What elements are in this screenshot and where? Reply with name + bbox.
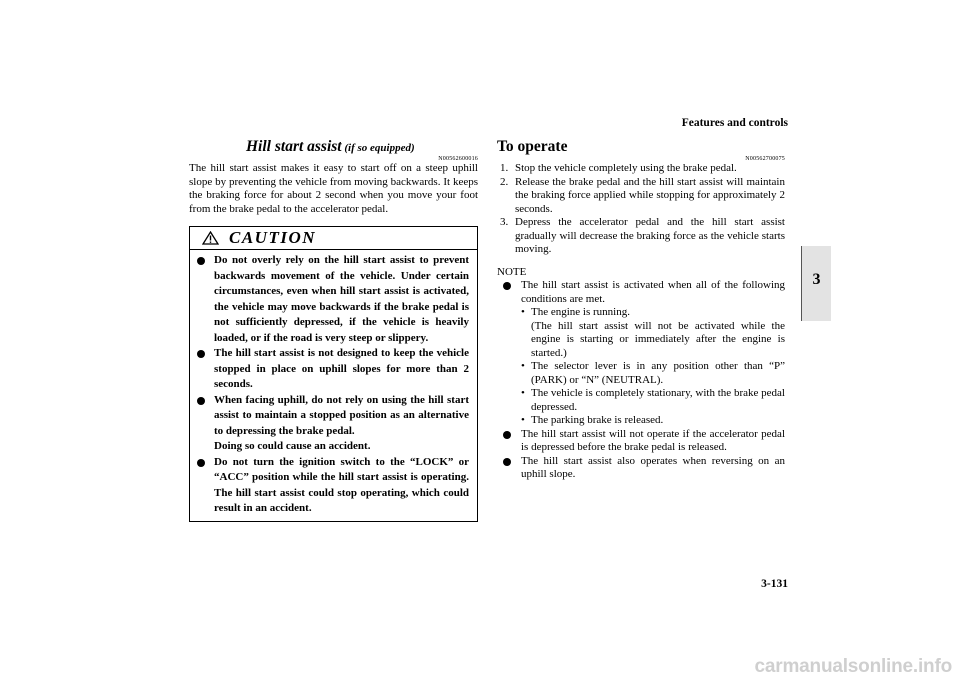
left-column	[189, 138, 478, 522]
subsection-code: N00562700075	[745, 156, 785, 162]
caution-item-text: Do not turn the ignition switch to the “LOCK” or “ACC” position while the hill start assist is operating. The hill start assist could stop operating, which could result in an accident.	[214, 455, 469, 514]
caution-item	[190, 253, 477, 346]
note-sub-item	[521, 360, 785, 387]
page-number: 3-131	[761, 578, 788, 590]
note-sub-item	[521, 414, 785, 428]
step-number: 3.	[500, 216, 509, 228]
step-item	[497, 162, 785, 176]
caution-item	[190, 393, 477, 455]
title-suffix: (if so equipped)	[341, 142, 415, 154]
note-item-text: The hill start assist also operates when reversing on an uphill slope.	[521, 454, 785, 480]
section-code: N00562600016	[438, 156, 478, 162]
caution-item-text: When facing uphill, do not rely on using the hill start assist to maintain a stopped position as an alternative to depressing the brake pedal.	[214, 393, 469, 437]
right-title-row	[497, 138, 785, 158]
step-text: Stop the vehicle completely using the brake pedal.	[515, 162, 737, 174]
sub-bullet: •	[521, 414, 525, 426]
step-item	[497, 216, 785, 257]
intro-paragraph: The hill start assist makes it easy to start off on a steep uphill slope by preventing the vehicle from moving backwards. It keeps the braking force for about 2 second when you move your foot from the brake pedal to the accelerator pedal.	[189, 162, 478, 215]
chapter-tab-number: 3	[812, 271, 821, 288]
chapter-tab	[801, 246, 831, 321]
title-main: Hill start assist	[246, 138, 342, 155]
sub-item-text: The selector lever is in any position other than “P” (PARK) or “N” (NEUTRAL).	[531, 360, 785, 386]
bullet-icon	[503, 282, 511, 290]
note-sub-item	[521, 387, 785, 414]
bullet-icon	[197, 397, 205, 405]
step-text: Depress the accelerator pedal and the hill start assist gradually will decrease the braking force as the vehicle starts moving.	[515, 216, 785, 255]
caution-item-text: Do not overly rely on the hill start assist to prevent backwards movement of the vehicle. Under certain circumstances, even when hill start assist is activated, the vehicle may move backwards if the brake pedal is not sufficiently depressed, if the vehicle is heavily loaded, or if the road is very steep or slippery.	[214, 254, 469, 344]
sub-bullet: •	[521, 387, 525, 399]
sub-bullet: •	[521, 360, 525, 372]
sub-item-text: The parking brake is released.	[531, 414, 664, 426]
section-header: Features and controls	[681, 117, 788, 129]
caution-item-text: The hill start assist is not designed to keep the vehicle stopped in place on uphill slopes for more than 2 seconds.	[214, 347, 469, 390]
note-sub-item	[521, 306, 785, 360]
subsection-title: To operate	[497, 138, 568, 155]
caution-box	[189, 226, 478, 522]
caution-title: CAUTION	[229, 228, 317, 247]
sub-item-text: The vehicle is completely stationary, with the brake pedal depressed.	[531, 387, 785, 413]
bullet-icon	[197, 350, 205, 358]
sub-item-extra: (The hill start assist will not be activated while the engine is starting or immediately after the engine is started.)	[531, 319, 785, 359]
note-item	[497, 455, 785, 482]
right-column	[497, 138, 785, 482]
bullet-icon	[197, 459, 205, 467]
step-text: Release the brake pedal and the hill start assist will maintain the braking force applied while stopping for approximately 2 seconds.	[515, 175, 785, 215]
section-title	[246, 138, 415, 156]
bullet-icon	[503, 458, 511, 466]
watermark: carmanualsonline.info	[754, 656, 952, 677]
note-item	[497, 279, 785, 428]
warning-triangle-icon	[202, 231, 219, 245]
sub-bullet: •	[521, 306, 525, 318]
note-label: NOTE	[497, 265, 527, 278]
step-number: 1.	[500, 162, 509, 174]
caution-item-extra: Doing so could cause an accident.	[214, 440, 371, 452]
sub-item-text: The engine is running.	[531, 306, 630, 318]
left-title-row	[189, 138, 478, 158]
caution-item	[190, 346, 477, 393]
caution-header	[190, 227, 477, 250]
step-number: 2.	[500, 175, 509, 188]
note-item	[497, 428, 785, 455]
bullet-icon	[197, 257, 205, 265]
note-item-text: The hill start assist will not operate if the accelerator pedal is depressed before the brake pedal is released.	[521, 427, 785, 453]
caution-item	[190, 455, 477, 517]
step-item	[497, 176, 785, 217]
caution-body	[190, 250, 477, 521]
bullet-icon	[503, 431, 511, 439]
note-item-text: The hill start assist is activated when all of the following conditions are met.	[521, 279, 785, 305]
